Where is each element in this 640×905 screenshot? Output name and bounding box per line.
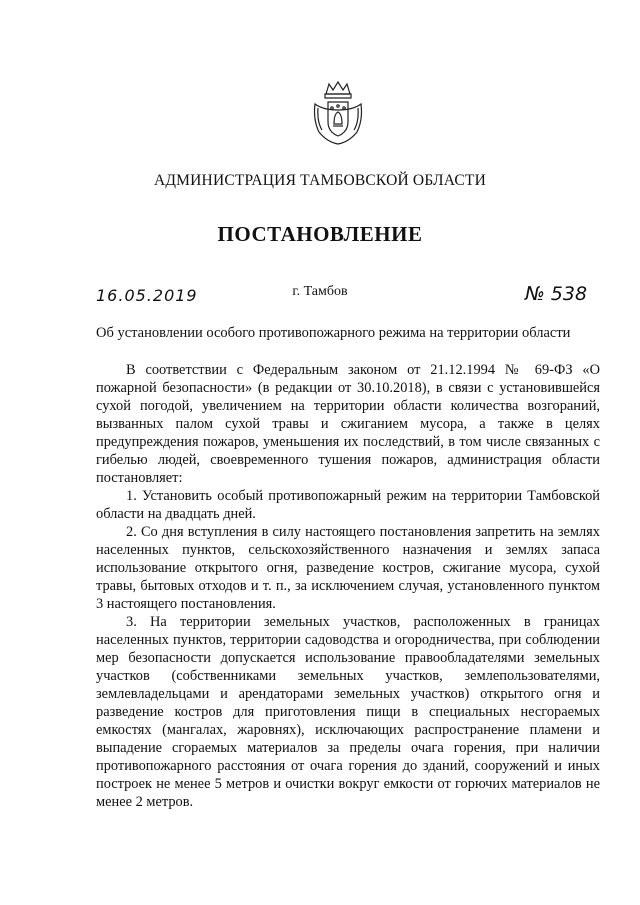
paragraph-item-3: 3. На территории земельных участков, расположенных в границах населенных пунктов, территории садоводства и огородничества, при соблюдении мер безопасности допускается использование правообладателями земельных участков (собственниками земельных участков, землепользователями, землевладельцами и арендаторами земельных участков) открытого огня и разведение костров для приготовления пищи в специальных несгораемых емкостях (мангалах, жаровнях), исключающих распространение пламени и выпадение сгораемых материалов за пределы очага горения, при наличии противопожарного расстояния от очага горения до зданий, сооружений и иных построек не менее 5 метров и очистки вокруг емкости от горючих материалов не менее 2 метров. (96, 614, 600, 810)
agency-name: АДМИНИСТРАЦИЯ ТАМБОВСКОЙ ОБЛАСТИ (154, 172, 486, 189)
document-subject: Об установлении особого противопожарного режима на территории области (96, 325, 571, 341)
tambov-coat-of-arms-icon (311, 80, 365, 146)
paragraph-preamble: В соответствии с Федеральным законом от 21.12.1994 № 69-ФЗ «О пожарной безопасности» (в редакции от 30.10.2018), в связи с установившейся сухой погодой, увеличением на территории области количества возгораний, вызванных палом сухой травы и сжиганием мусора, а также в целях предупреждения пожаров, уменьшения их последствий, в том числе связанных с гибелью людей, своевременного тушения пожаров, администрация области постановляет: (96, 362, 600, 486)
document-date: 16.05.2019 (96, 286, 198, 305)
document-number: № 538 (525, 283, 588, 305)
document-city: г. Тамбов (292, 284, 348, 299)
document-body (96, 361, 600, 811)
paragraph-item-1: 1. Установить особый противопожарный режим на территории Тамбовской области на двадцать дней. (96, 488, 600, 522)
paragraph-item-2: 2. Со дня вступления в силу настоящего постановления запретить на землях населенных пунктов, сельскохозяйственного назначения и землях запаса использование открытого огня, разведение костров, сжигание мусора, сухой травы, бытовых отходов и т. п., за исключением случая, установленного пунктом 3 настоящего постановления. (96, 524, 600, 612)
document-type-title: ПОСТАНОВЛЕНИЕ (217, 222, 423, 246)
